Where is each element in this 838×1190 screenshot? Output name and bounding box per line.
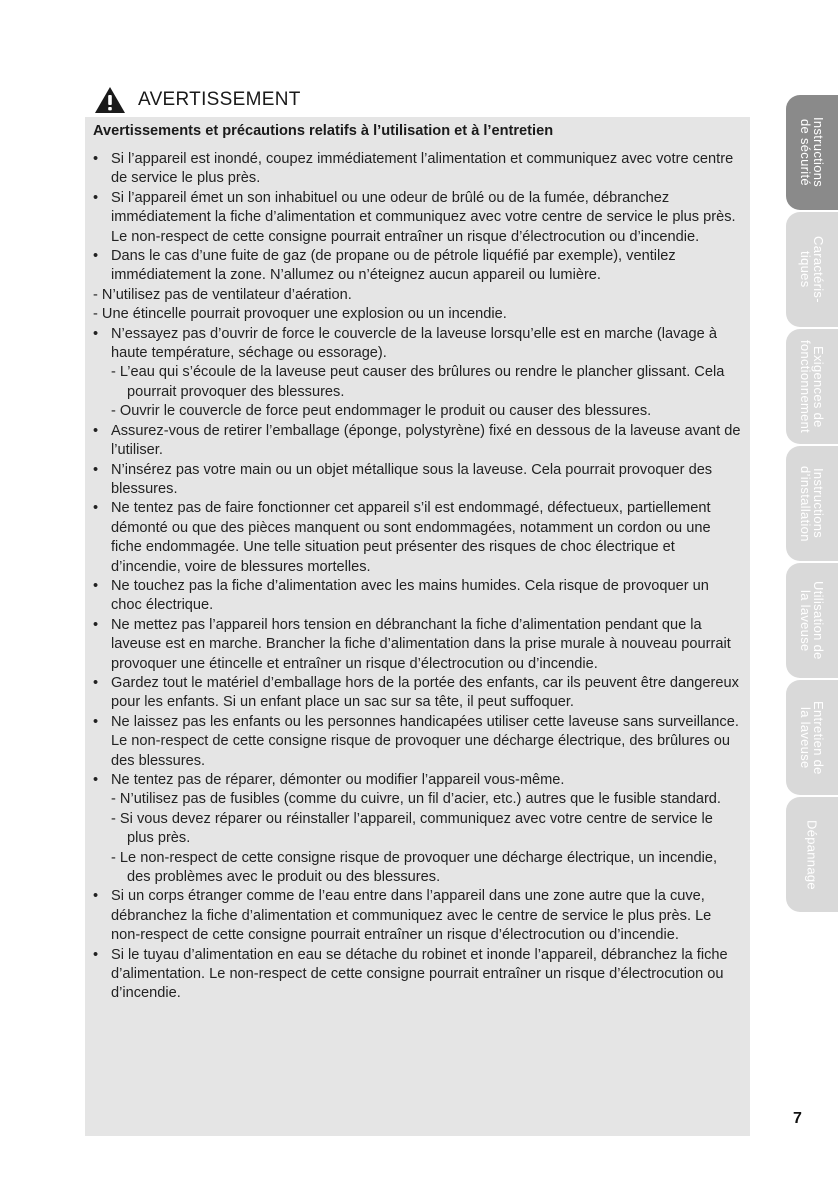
bullet-item	[93, 189, 742, 247]
section-tab[interactable]	[786, 329, 838, 444]
section-tab[interactable]	[786, 563, 838, 678]
item-text: - Si vous devez réparer ou réinstaller l’appareil, communiquez avec votre centre de service le plus près.	[111, 810, 713, 847]
item-text: Si un corps étranger comme de l’eau entre dans l’appareil dans une zone autre que la cuve, débranchez la fiche d’alimentation et communiquez avec le centre de service le plus près. Le non-respect de cette consigne pourrait entraîner un risque d’électrocution ou d’incendie.	[111, 888, 712, 944]
item-text: Assurez-vous de retirer l’emballage (éponge, polystyrène) fixé en dessous de la laveuse avant de l’utiliser.	[111, 422, 741, 459]
bullet-item	[93, 461, 742, 500]
section-tab[interactable]	[786, 95, 838, 210]
panel-title: Avertissements et précautions relatifs à l’utilisation et à l’entretien	[93, 123, 554, 139]
bullet-item	[93, 247, 742, 286]
item-text: Gardez tout le matériel d’emballage hors de la portée des enfants, car ils peuvent être dangereux pour les enfants. Si un enfant place un sac sur sa tête, il peut suffoquer.	[111, 674, 739, 711]
warning-label: AVERTISSEMENT	[138, 89, 301, 110]
section-tab-label: Instructions d’installation	[798, 465, 826, 542]
bullet-item	[93, 616, 742, 674]
item-text: Ne tentez pas de réparer, démonter ou modifier l’appareil vous-même.	[111, 772, 565, 788]
section-tab-label: Exigences de fonctionnement	[798, 339, 826, 434]
bullet-item	[93, 771, 742, 790]
bullet-item	[93, 150, 742, 189]
sub-item	[93, 810, 742, 849]
item-text: - Le non-respect de cette consigne risque de provoquer une décharge électrique, un incendie, des problèmes avec le produit ou des blessures.	[111, 849, 718, 886]
section-tabs	[786, 95, 838, 914]
section-tab[interactable]	[786, 680, 838, 795]
item-text: Ne touchez pas la fiche d’alimentation avec les mains humides. Cela risque de provoquer un choc électrique.	[111, 577, 709, 614]
section-tab[interactable]	[786, 797, 838, 912]
section-tab-label: Dépannage	[804, 819, 820, 890]
item-text: Si l’appareil émet un son inhabituel ou une odeur de brûlé ou de la fumée, débranchez immédiatement la fiche d’alimentation et communiquez avec votre centre de service le plus près. Le non-respect de cette consigne pourrait entraîner un risque d’électrocution ou d’incendie.	[111, 189, 736, 245]
section-tab-label: Utilisation de la laveuse	[798, 581, 826, 660]
bullet-item	[93, 713, 742, 771]
bullet-item	[93, 422, 742, 461]
item-text: - Une étincelle pourrait provoquer une explosion ou un incendie.	[93, 306, 507, 323]
bullet-item	[93, 499, 742, 577]
bullet-item	[93, 674, 742, 713]
bullet-item	[93, 577, 742, 616]
item-text: Dans le cas d’une fuite de gaz (de propane ou de pétrole liquéfié par exemple), ventilez immédiatement la zone. N’allumez ou n’éteignez aucun appareil ou lumière.	[111, 248, 676, 284]
page-number: 7	[793, 1110, 802, 1127]
dash-item	[93, 286, 742, 305]
warnings-panel	[85, 117, 750, 1136]
bullet-item	[93, 325, 742, 364]
sub-item	[93, 790, 742, 809]
item-text: Ne mettez pas l’appareil hors tension en débranchant la fiche d’alimentation pendant que la laveuse est en marche. Brancher la fiche d’alimentation dans la prise murale à nouveau pourrait provoquer une étincelle et entraîner un risque d’électrocution ou d’incendie.	[111, 616, 731, 672]
sub-item	[93, 363, 742, 402]
bullet-item	[93, 946, 742, 1004]
section-tab-label: Caractéris- tiques	[798, 236, 826, 303]
item-text: Si l’appareil est inondé, coupez immédiatement l’alimentation et communiquez avec votre centre de service le plus près.	[111, 151, 734, 187]
section-tab-label: Instructions de sécurité	[798, 117, 826, 188]
dash-item	[93, 305, 742, 324]
section-tab-label: Entretien de la laveuse	[798, 700, 826, 775]
section-tab[interactable]	[786, 212, 838, 327]
item-text: N’essayez pas d’ouvrir de force le couvercle de la laveuse lorsqu’elle est en marche (lavage à haute température, séchage ou essorage).	[111, 325, 717, 362]
section-tab[interactable]	[786, 446, 838, 561]
item-text: - N’utilisez pas de fusibles (comme du cuivre, un fil d’acier, etc.) autres que le fusible standard.	[111, 791, 721, 808]
item-text: - N’utilisez pas de ventilateur d’aération.	[93, 286, 352, 303]
warnings-list	[93, 150, 742, 1004]
item-text: - L’eau qui s’écoule de la laveuse peut causer des brûlures ou rendre le plancher glissant. Cela pourrait provoquer des blessures.	[111, 364, 725, 400]
item-text: Si le tuyau d’alimentation en eau se détache du robinet et inonde l’appareil, débranchez la fiche d’alimentation. Le non-respect de cette consigne pourrait entraîner un risque d’électrocution ou d’incendie.	[111, 946, 728, 1002]
item-text: - Ouvrir le couvercle de force peut endommager le produit ou causer des blessures.	[111, 403, 652, 420]
warning-header	[94, 84, 301, 116]
item-text: Ne tentez pas de faire fonctionner cet appareil s’il est endommagé, défectueux, partiellement démonté ou que des pièces manquent ou sont endommagées, notamment un cordon ou une fiche endommagée. Une telle situation peut présenter des risques de choc électrique et d’incendie, voire de blessures mortelles.	[111, 500, 711, 575]
sub-item	[93, 402, 742, 421]
item-text: N’insérez pas votre main ou un objet métallique sous la laveuse. Cela pourrait provoquer des blessures.	[111, 461, 713, 497]
sub-item	[93, 849, 742, 888]
warning-triangle-icon	[94, 86, 126, 114]
bullet-item	[93, 887, 742, 945]
item-text: Ne laissez pas les enfants ou les personnes handicapées utiliser cette laveuse sans surveillance. Le non-respect de cette consigne risque de provoquer une décharge électrique, des brûlures ou des blessures.	[111, 713, 739, 769]
